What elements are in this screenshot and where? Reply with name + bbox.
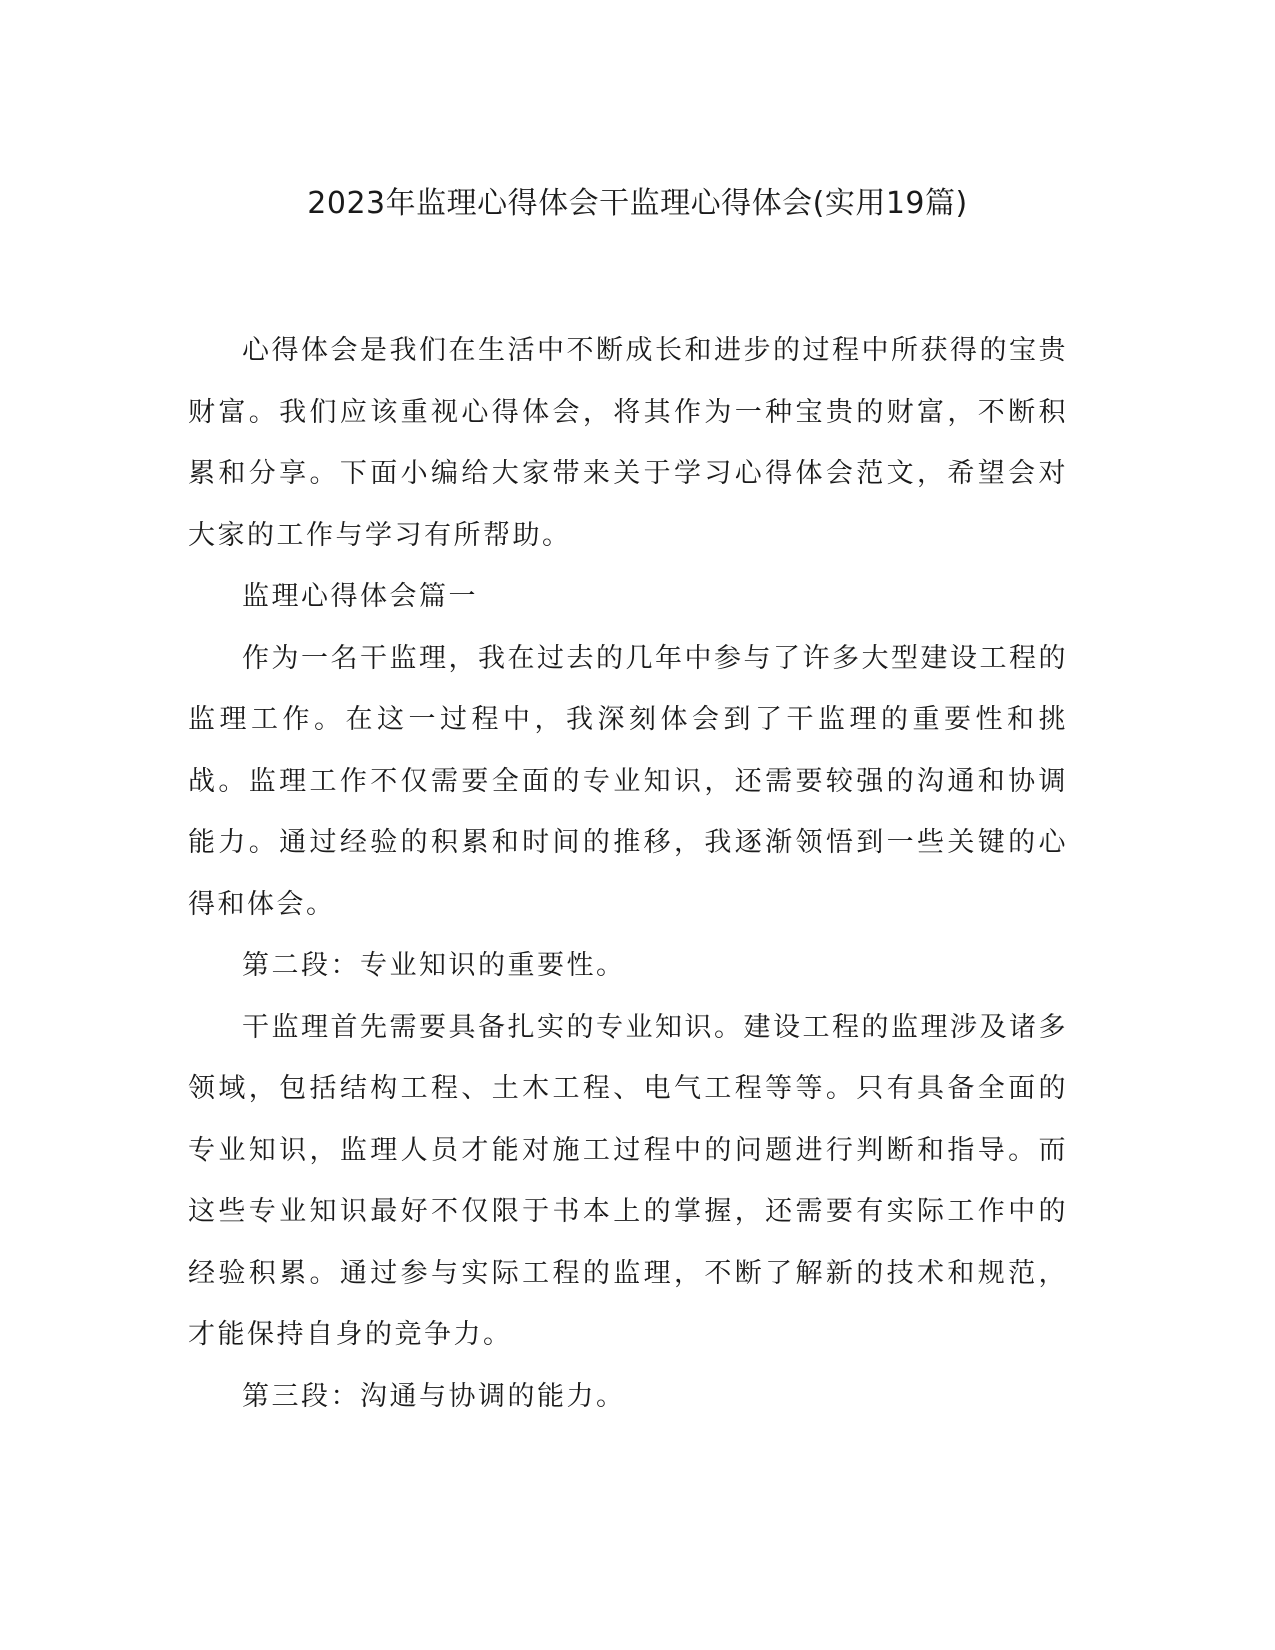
section-heading-communication: 第三段：沟通与协调的能力。: [242, 1380, 626, 1412]
intro-paragraph: 心得体会是我们在生活中不断成长和进步的过程中所获得的宝贵财富。我们应该重视心得体会，将其作为一种宝贵的财富，不断积累和分享。下面小编给大家带来关于学习心得体会范文，希望会对大家的工作与学习有所帮助。: [188, 335, 1068, 551]
document-title: 2023年监理心得体会干监理心得体会(实用19篇): [307, 186, 968, 221]
document-body: [188, 320, 1068, 1427]
paragraph-professional-knowledge: 干监理首先需要具备扎实的专业知识。建设工程的监理涉及诸多领域，包括结构工程、土木工程、电气工程等等。只有具备全面的专业知识，监理人员才能对施工过程中的问题进行判断和指导。而这些专业知识最好不仅限于书本上的掌握，还需要有实际工作中的经验积累。通过参与实际工程的监理，不断了解新的技术和规范，才能保持自身的竞争力。: [188, 1011, 1068, 1350]
section-heading-professional-knowledge: 第二段：专业知识的重要性。: [242, 950, 626, 981]
section-heading-part-one: 监理心得体会篇一: [242, 581, 478, 612]
paragraph-overview: 作为一名干监理，我在过去的几年中参与了许多大型建设工程的监理工作。在这一过程中，我深刻体会到了干监理的重要性和挑战。监理工作不仅需要全面的专业知识，还需要较强的沟通和协调能力。通过经验的积累和时间的推移，我逐渐领悟到一些关键的心得和体会。: [188, 642, 1068, 920]
